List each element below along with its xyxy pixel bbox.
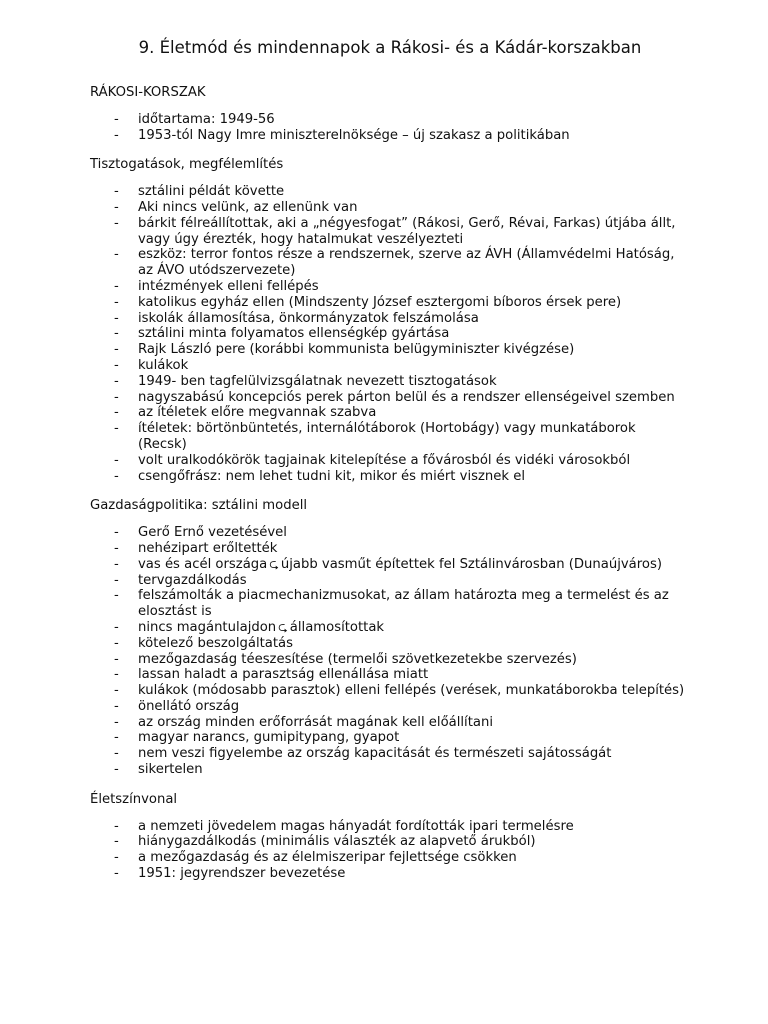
bullet-dash: - <box>114 572 119 588</box>
list-item <box>90 683 688 699</box>
bullet-dash: - <box>114 588 119 604</box>
list-item-text: 1949- ben tagfelülvizsgálatnak nevezett tisztogatások <box>138 373 497 389</box>
list-item-text: nagyszabású koncepciós perek párton belül és a rendszer ellenségeivel szemben <box>138 389 675 405</box>
bullet-dash: - <box>114 357 119 373</box>
list-item <box>90 866 688 882</box>
list-item <box>90 850 688 866</box>
bullet-dash: - <box>114 421 119 437</box>
list-item <box>90 762 688 778</box>
list-item <box>90 453 688 469</box>
bullet-dash: - <box>114 525 119 541</box>
list-item-text: vas és acél országa <box>138 556 268 572</box>
list-item <box>90 342 688 358</box>
bullet-dash: - <box>114 619 119 635</box>
list-item <box>90 746 688 762</box>
list-item-text: kötelező beszolgáltatás <box>138 635 293 651</box>
list-item-text: mezőgazdaság téeszesítése (termelői szövetkezetekbe szervezés) <box>138 651 577 667</box>
list-item <box>90 588 688 620</box>
list-item <box>90 730 688 746</box>
bullet-dash: - <box>114 326 119 342</box>
list-item-text: ítéletek: börtönbüntetés, internálótáborok (Hortobágy) vagy munkatáborok (Recsk) <box>138 421 636 452</box>
list-item-text: bárkit félreállítottak, aki a „négyesfogat” (Rákosi, Gerő, Révai, Farkas) útjába állt, vagy úgy érezték, hogy hatalmukat veszélyezteti <box>138 215 676 247</box>
bullet-dash: - <box>114 714 119 730</box>
list-item <box>90 525 688 541</box>
list-item-text: államosítottak <box>289 619 385 635</box>
list-item <box>90 652 688 668</box>
list-item <box>90 636 688 652</box>
list-item <box>90 667 688 683</box>
bullet-dash: - <box>114 278 119 294</box>
list-item-text: az ítéletek előre megvannak szabva <box>138 405 377 421</box>
list-item <box>90 311 688 327</box>
bullet-dash: - <box>114 127 119 143</box>
bullet-dash: - <box>114 294 119 310</box>
section-heading: RÁKOSI-KORSZAK <box>90 85 206 100</box>
list-item <box>90 184 688 200</box>
list-item <box>90 819 688 835</box>
list-item-text: 1951: jegyrendszer bevezetése <box>138 866 346 882</box>
bullet-dash: - <box>114 635 119 651</box>
bullet-dash: - <box>114 683 119 699</box>
bullet-dash: - <box>114 698 119 714</box>
bullet-dash: - <box>114 468 119 484</box>
list-item-text: eszköz: terror fontos része a rendszernek, szerve az ÁVH (Államvédelmi Hatóság, az ÁVO utódszervezete) <box>138 247 675 279</box>
list-item-text: önellátó ország <box>138 698 240 714</box>
list-item-text: az ország minden erőforrását magának kell előállítani <box>138 714 493 730</box>
bullet-dash: - <box>114 373 119 389</box>
list-item <box>90 405 688 421</box>
bullet-dash: - <box>114 850 119 866</box>
section-heading: Életszínvonal <box>90 791 178 807</box>
list-item <box>90 469 688 485</box>
list-item-text: Gerő Ernő vezetésével <box>138 525 287 541</box>
list-item <box>90 216 688 248</box>
bullet-dash: - <box>114 667 119 683</box>
list-item-text: Aki nincs velünk, az ellenünk van <box>138 199 358 215</box>
list-item-text: sikertelen <box>138 762 203 778</box>
list-item-text: nehézipart erőltették <box>138 540 278 556</box>
list-item <box>90 541 688 557</box>
list-item-text: felszámolták a piacmechanizmusokat, az állam határozta meg a termelést és az elosztást is <box>138 588 669 620</box>
list-item-text: iskolák államosítása, önkormányzatok felszámolása <box>138 310 479 326</box>
bullet-list <box>90 819 688 882</box>
list-item <box>90 128 688 144</box>
document-body <box>90 85 688 882</box>
list-item-text: 1953-tól Nagy Imre miniszterelnöksége – új szakasz a politikában <box>138 127 570 143</box>
list-item <box>90 699 688 715</box>
list-item <box>90 279 688 295</box>
bullet-dash: - <box>114 540 119 556</box>
list-item <box>90 200 688 216</box>
list-item-text: a nemzeti jövedelem magas hányadát fordították ipari termelésre <box>138 818 574 834</box>
list-item <box>90 834 688 850</box>
list-item-text: sztálini minta folyamatos ellenségkép gyártása <box>138 326 450 342</box>
bullet-dash: - <box>114 866 119 882</box>
list-item <box>90 557 688 573</box>
list-item-text: időtartama: 1949-56 <box>138 111 275 127</box>
bullet-dash: - <box>114 730 119 746</box>
bullet-dash: - <box>114 762 119 778</box>
bullet-dash: - <box>114 405 119 421</box>
list-item <box>90 295 688 311</box>
list-item-text: lassan haladt a parasztság ellenállása miatt <box>138 667 429 683</box>
page-title: 9. Életmód és mindennapok a Rákosi- és a Kádár-korszakban <box>138 38 642 57</box>
list-item-text: Rajk László pere (korábbi kommunista belügyminiszter kivégzése) <box>138 342 575 358</box>
list-item-text: újabb vasműt építettek fel Sztálinvárosban (Dunaújváros) <box>280 556 662 572</box>
list-item-text: hiánygazdálkodás (minimális választék az alapvető árukból) <box>138 834 536 850</box>
list-item-text: nem veszi figyelembe az ország kapacitását és természeti sajátosságát <box>138 746 612 762</box>
bullet-dash: - <box>114 215 119 231</box>
bullet-dash: - <box>114 452 119 468</box>
bullet-list <box>90 184 688 484</box>
bullet-list <box>90 112 688 144</box>
list-item-text: magyar narancs, gumipitypang, gyapot <box>138 730 400 746</box>
list-item <box>90 374 688 390</box>
list-item-text: sztálini példát követte <box>138 184 285 200</box>
bullet-dash: - <box>114 184 119 200</box>
list-item <box>90 112 688 128</box>
section-heading: Tisztogatások, megfélemlítés <box>90 157 284 173</box>
list-item-text: a mezőgazdaság és az élelmiszeripar fejlettsége csökken <box>138 850 517 866</box>
list-item-text: kulákok (módosabb parasztok) elleni fellépés (verések, munkatáborokba telepítés) <box>138 683 685 699</box>
list-item <box>90 421 688 453</box>
list-item-text: katolikus egyház ellen (Mindszenty József esztergomi bíboros érsek pere) <box>138 294 622 310</box>
bullet-list <box>90 525 688 778</box>
bullet-dash: - <box>114 834 119 850</box>
bullet-dash: - <box>114 247 119 263</box>
arrow-icon: ⮎ <box>278 619 288 634</box>
list-item-text: nincs magántulajdon <box>138 619 277 635</box>
list-item <box>90 620 688 636</box>
list-item-text: tervgazdálkodás <box>138 572 247 588</box>
bullet-dash: - <box>114 746 119 762</box>
bullet-dash: - <box>114 818 119 834</box>
bullet-dash: - <box>114 389 119 405</box>
bullet-dash: - <box>114 342 119 358</box>
list-item <box>90 247 688 279</box>
bullet-dash: - <box>114 556 119 572</box>
list-item <box>90 390 688 406</box>
arrow-icon: ⮎ <box>269 556 279 571</box>
bullet-dash: - <box>114 111 119 127</box>
list-item <box>90 573 688 589</box>
list-item-text: intézmények elleni fellépés <box>138 278 319 294</box>
list-item <box>90 715 688 731</box>
bullet-dash: - <box>114 310 119 326</box>
section-heading: Gazdaságpolitika: sztálini modell <box>90 498 308 514</box>
bullet-dash: - <box>114 651 119 667</box>
list-item <box>90 326 688 342</box>
bullet-dash: - <box>114 199 119 215</box>
list-item-text: volt uralkodókörök tagjainak kitelepítése a fővárosból és vidéki városokból <box>138 452 631 468</box>
list-item-text: kulákok <box>138 357 189 373</box>
list-item-text: csengőfrász: nem lehet tudni kit, mikor és miért visznek el <box>138 468 525 484</box>
list-item <box>90 358 688 374</box>
